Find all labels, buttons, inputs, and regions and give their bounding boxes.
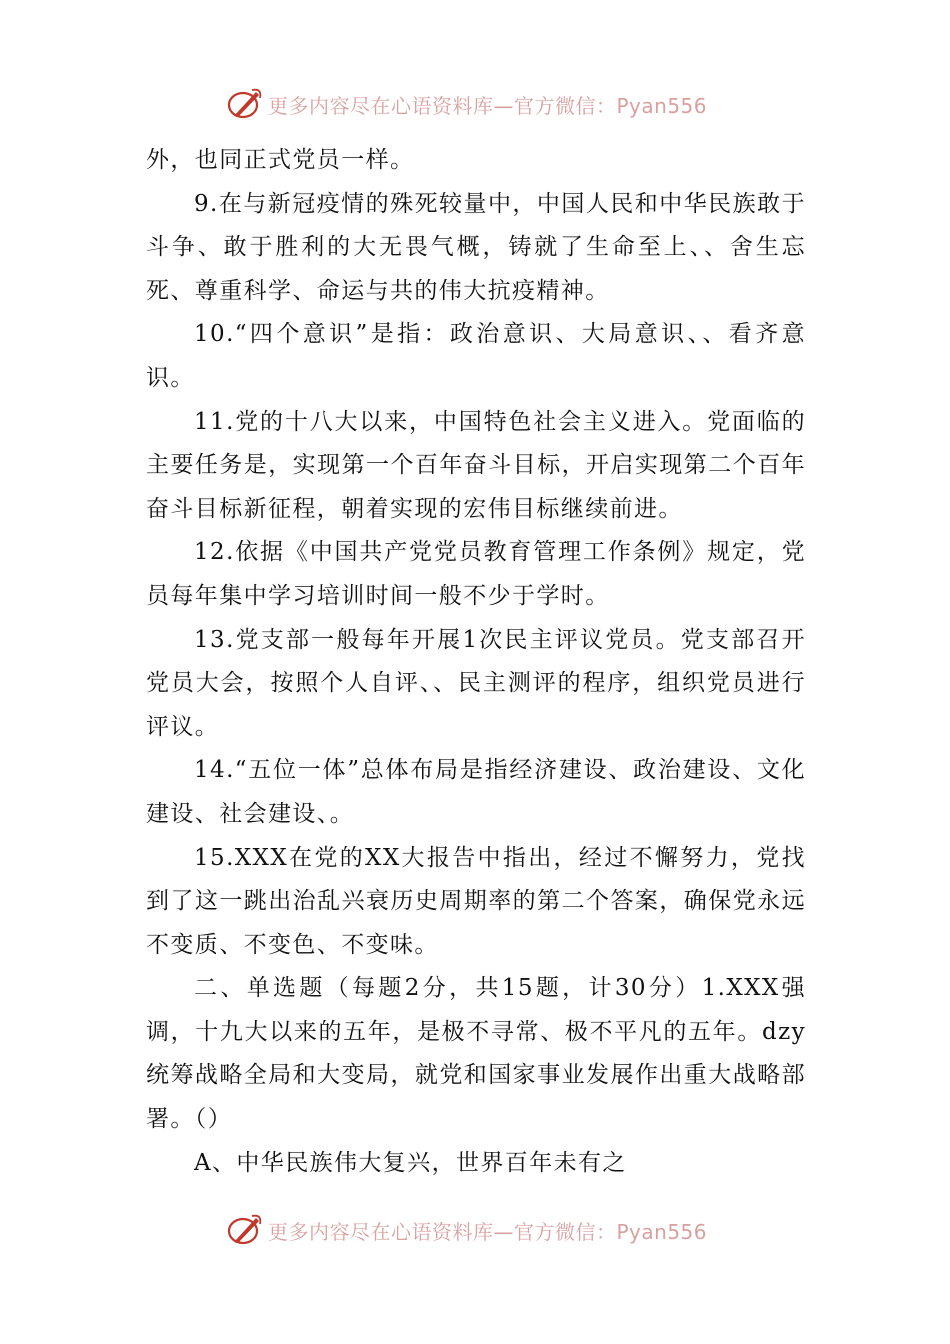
paragraph: 外，也同正式党员一样。 xyxy=(146,147,415,173)
quill-logo-icon xyxy=(226,86,264,122)
paragraph: 15.XXX在党的XX大报告中指出，经过不懈努力，党找到了这一跳出治乱兴衰历史周期率的第二个答案，确保党永远不变质、不变色、不变味。 xyxy=(146,844,806,958)
paragraph: 10.“四个意识”是指：政治意识、大局意识、、看齐意识。 xyxy=(146,321,806,391)
paragraph: 11.党的十八大以来，中国特色社会主义进入。党面临的主要任务是，实现第一个百年奋斗目标，开启实现第二个百年奋斗目标新征程，朝着实现的宏伟目标继续前进。 xyxy=(146,408,806,522)
quill-logo-icon xyxy=(226,1212,264,1248)
paragraph: A、中华民族伟大复兴，世界百年未有之 xyxy=(194,1149,627,1176)
paragraph: 9.在与新冠疫情的殊死较量中，中国人民和中华民族敢于斗争、敢于胜利的大无畏气概，铸就了生命至上、、舍生忘死、尊重科学、命运与共的伟大抗疫精神。 xyxy=(146,190,806,304)
paragraph: 13.党支部一般每年开展1次民主评议党员。党支部召开党员大会，按照个人自评、、民主测评的程序，组织党员进行评议。 xyxy=(146,626,806,740)
footer-watermark-text: 更多内容尽在心语资料库—官方微信：Pyan556 xyxy=(268,1219,708,1244)
paragraph: 14.“五位一体”总体布局是指经济建设、政治建设、文化建设、社会建设、。 xyxy=(146,757,806,827)
document-body xyxy=(146,139,806,1185)
paragraph: 二、单选题（每题2分，共15题，计30分）1.XXX强调，十九大以来的五年，是极不寻常、极不平凡的五年。dzy统筹战略全局和大变局，就党和国家事业发展作出重大战略部署。（） xyxy=(146,975,806,1133)
paragraph: 12.依据《中国共产党党员教育管理工作条例》规定，党员每年集中学习培训时间一般不少于学时。 xyxy=(146,539,806,609)
footer-watermark xyxy=(226,1210,746,1250)
header-watermark-text: 更多内容尽在心语资料库—官方微信：Pyan556 xyxy=(268,93,708,118)
header-watermark xyxy=(226,84,746,124)
